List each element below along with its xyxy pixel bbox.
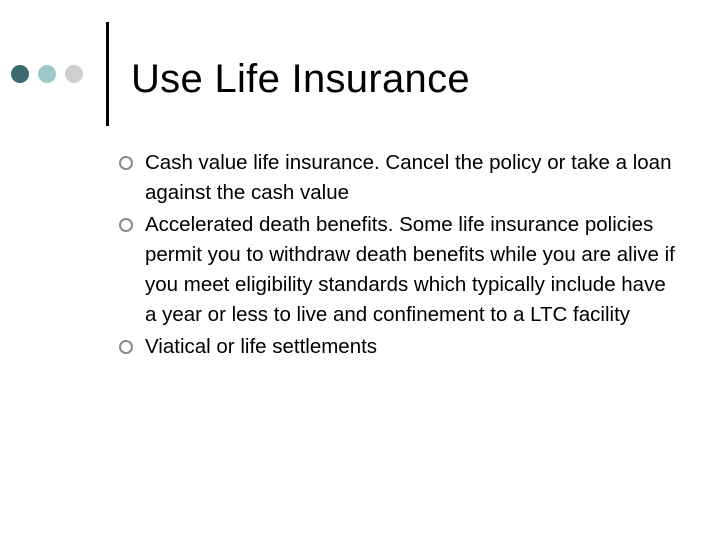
bullet-text: Accelerated death benefits. Some life insurance policies permit you to withdraw death benefits while you are alive if you meet eligibility standards which typically include have a year or less to live and confinement to a LTC facility bbox=[145, 213, 675, 326]
slide-title: Use Life Insurance bbox=[131, 57, 470, 101]
hollow-circle-bullet-icon bbox=[119, 340, 133, 354]
dot-dark-teal-icon bbox=[11, 65, 29, 83]
bullet-text: Viatical or life settlements bbox=[145, 335, 378, 358]
bullet-item bbox=[118, 148, 678, 208]
bullet-text: Cash value life insurance. Cancel the policy or take a loan against the cash value bbox=[145, 151, 672, 204]
dot-gray-icon bbox=[65, 65, 83, 83]
decorative-dots bbox=[11, 65, 83, 83]
bullet-item bbox=[118, 210, 678, 330]
hollow-circle-bullet-icon bbox=[119, 156, 133, 170]
bullet-item bbox=[118, 332, 678, 362]
bullet-list bbox=[118, 148, 678, 362]
dot-light-teal-icon bbox=[38, 65, 56, 83]
hollow-circle-bullet-icon bbox=[119, 218, 133, 232]
title-divider bbox=[106, 22, 109, 126]
